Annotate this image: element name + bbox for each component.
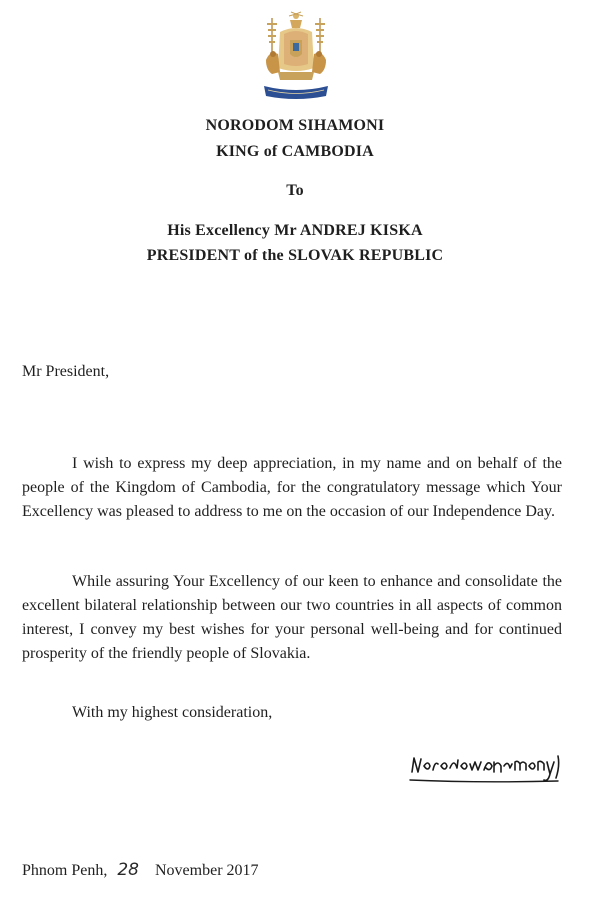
body-paragraph-1: I wish to express my deep appreciation, in my name and on behalf of the people of the Kingdom of Cambodia, for the congratulatory message which Your Excellency was pleased to address to me on the occasion of our Independence Day. (22, 455, 562, 520)
month-year-text: November 2017 (154, 862, 259, 879)
salutation: Mr President, (22, 363, 110, 380)
royal-emblem-icon (258, 10, 334, 102)
recipient-title: PRESIDENT of the SLOVAK REPUBLIC (146, 247, 444, 264)
recipient-name: His Excellency Mr ANDREJ KISKA (167, 222, 423, 239)
sender-title: KING of CAMBODIA (216, 143, 374, 160)
date-line (22, 860, 259, 880)
sender-name: NORODOM SIHAMONI (205, 117, 385, 134)
signature-image (408, 752, 570, 786)
day-handwritten: 28 (117, 860, 139, 880)
body-paragraph-2: While assuring Your Excellency of our keen to enhance and consolidate the excellent bilateral relationship between our two countries in all aspects of common interest, I convey my best wishes for your personal well-being and for continued prosperity of the friendly people of Slovakia. (22, 573, 562, 662)
place-text: Phnom Penh, (22, 862, 108, 879)
to-label: To (286, 182, 304, 199)
closing-line: With my highest consideration, (72, 704, 273, 721)
